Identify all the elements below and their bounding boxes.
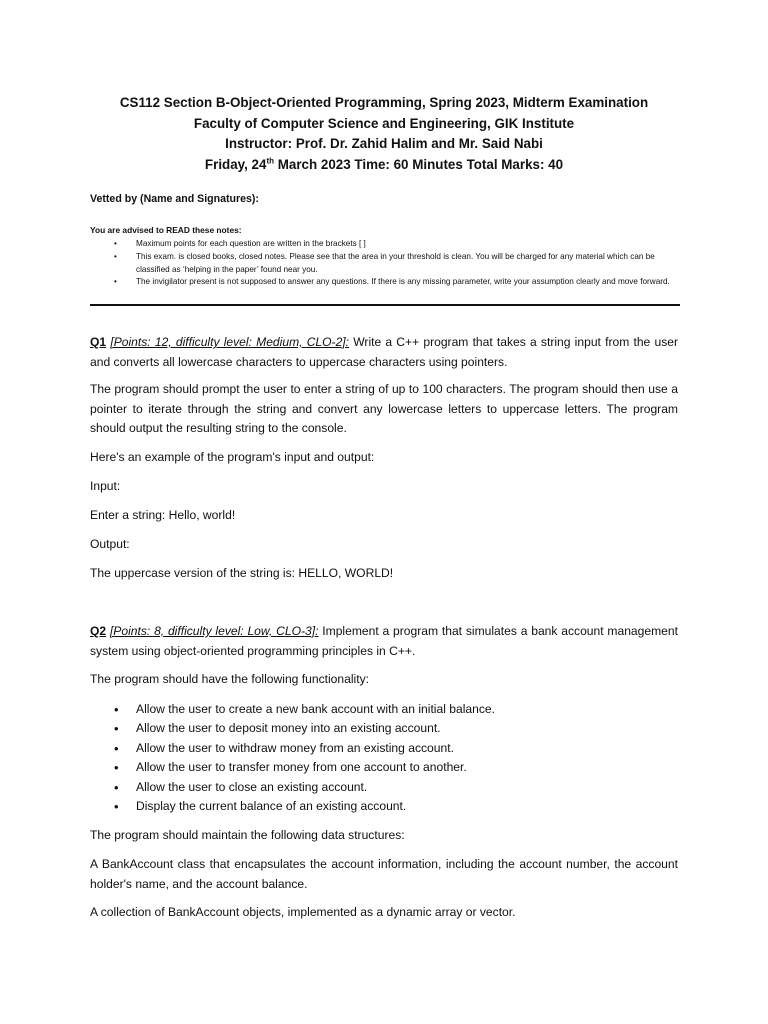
q2-data-paragraph-2: A collection of BankAccount objects, implemented as a dynamic array or vector. [90, 905, 516, 919]
q1-example-intro: Here's an example of the program's input and output: [90, 450, 375, 464]
header-divider [90, 304, 680, 306]
total-marks: Total Marks: 40 [466, 156, 564, 172]
course-title: CS112 Section B-Object-Oriented Programming, Spring 2023, Midterm Examination [119, 95, 649, 110]
q1-meta: [Points: 12, difficulty level: Medium, CLO-2]: [110, 335, 350, 349]
q1-paragraph: The program should prompt the user to enter a string of up to 100 characters. The program should then use a pointer to iterate through the string and convert any lowercase letters to uppercase letters. The program should output the resulting string to the console. [90, 382, 678, 436]
functionality-item: • Allow the user to close an existing account. [90, 778, 678, 797]
functionality-item: • Allow the user to withdraw money from an existing account. [90, 739, 678, 758]
exam-header [60, 93, 708, 175]
exam-time: Time: 60 Minutes [354, 156, 463, 172]
q1-output-label: Output: [90, 537, 130, 551]
q1-label: Q1 [90, 335, 107, 349]
note-item: • Maximum points for each question are written in the brackets [ ] [90, 238, 678, 251]
faculty-line: Faculty of Computer Science and Engineering, GIK Institute [193, 115, 575, 131]
q2-meta: [Points: 8, difficulty level: Low, CLO-3]: [109, 624, 319, 638]
functionality-item: • Allow the user to deposit money into an existing account. [90, 719, 678, 738]
q2-statement [90, 622, 678, 661]
notes-title: You are advised to READ these notes: [90, 225, 242, 235]
q1-intro: Write a C++ program that takes a string input from the user and converts all lowercase characters to uppercase characters using pointers. [90, 335, 678, 369]
q1-statement [90, 333, 678, 372]
note-item: • This exam. is closed books, closed notes. Please see that the area in your threshold is clean. You will be charged for any material which can be classified as ‘helping in the paper’ found near you. [90, 251, 678, 277]
instructor-line: Instructor: Prof. Dr. Zahid Halim and Mr. Said Nabi [225, 136, 543, 151]
q1-input-label: Input: [90, 479, 121, 493]
q2-data-intro: The program should maintain the following data structures: [90, 828, 405, 842]
q1-output-value: The uppercase version of the string is: HELLO, WORLD! [90, 566, 394, 580]
q1-input-value: Enter a string: Hello, world! [90, 508, 236, 522]
notes-list [90, 238, 678, 289]
date-time-marks-line [60, 155, 708, 176]
functionality-item: • Display the current balance of an existing account. [90, 797, 678, 816]
q2-functionality-list [90, 700, 678, 816]
q2-label: Q2 [90, 624, 107, 638]
functionality-item: • Allow the user to transfer money from one account to another. [90, 758, 678, 777]
vetted-by-label: Vetted by (Name and Signatures): [90, 193, 259, 205]
q2-functionality-intro: The program should have the following functionality: [90, 672, 369, 686]
note-item: • The invigilator present is not supposed to answer any questions. If there is any missing parameter, write your assumption clearly and move forward. [90, 276, 678, 289]
functionality-item: • Allow the user to create a new bank account with an initial balance. [90, 700, 678, 719]
q2-intro: Implement a program that simulates a bank account management system using object-oriented programming principles in C++. [90, 624, 678, 658]
q2-data-paragraph-1: A BankAccount class that encapsulates the account information, including the account number, the account holder's name, and the account balance. [90, 857, 678, 891]
exam-date: Friday, 24th March 2023 [204, 156, 351, 172]
